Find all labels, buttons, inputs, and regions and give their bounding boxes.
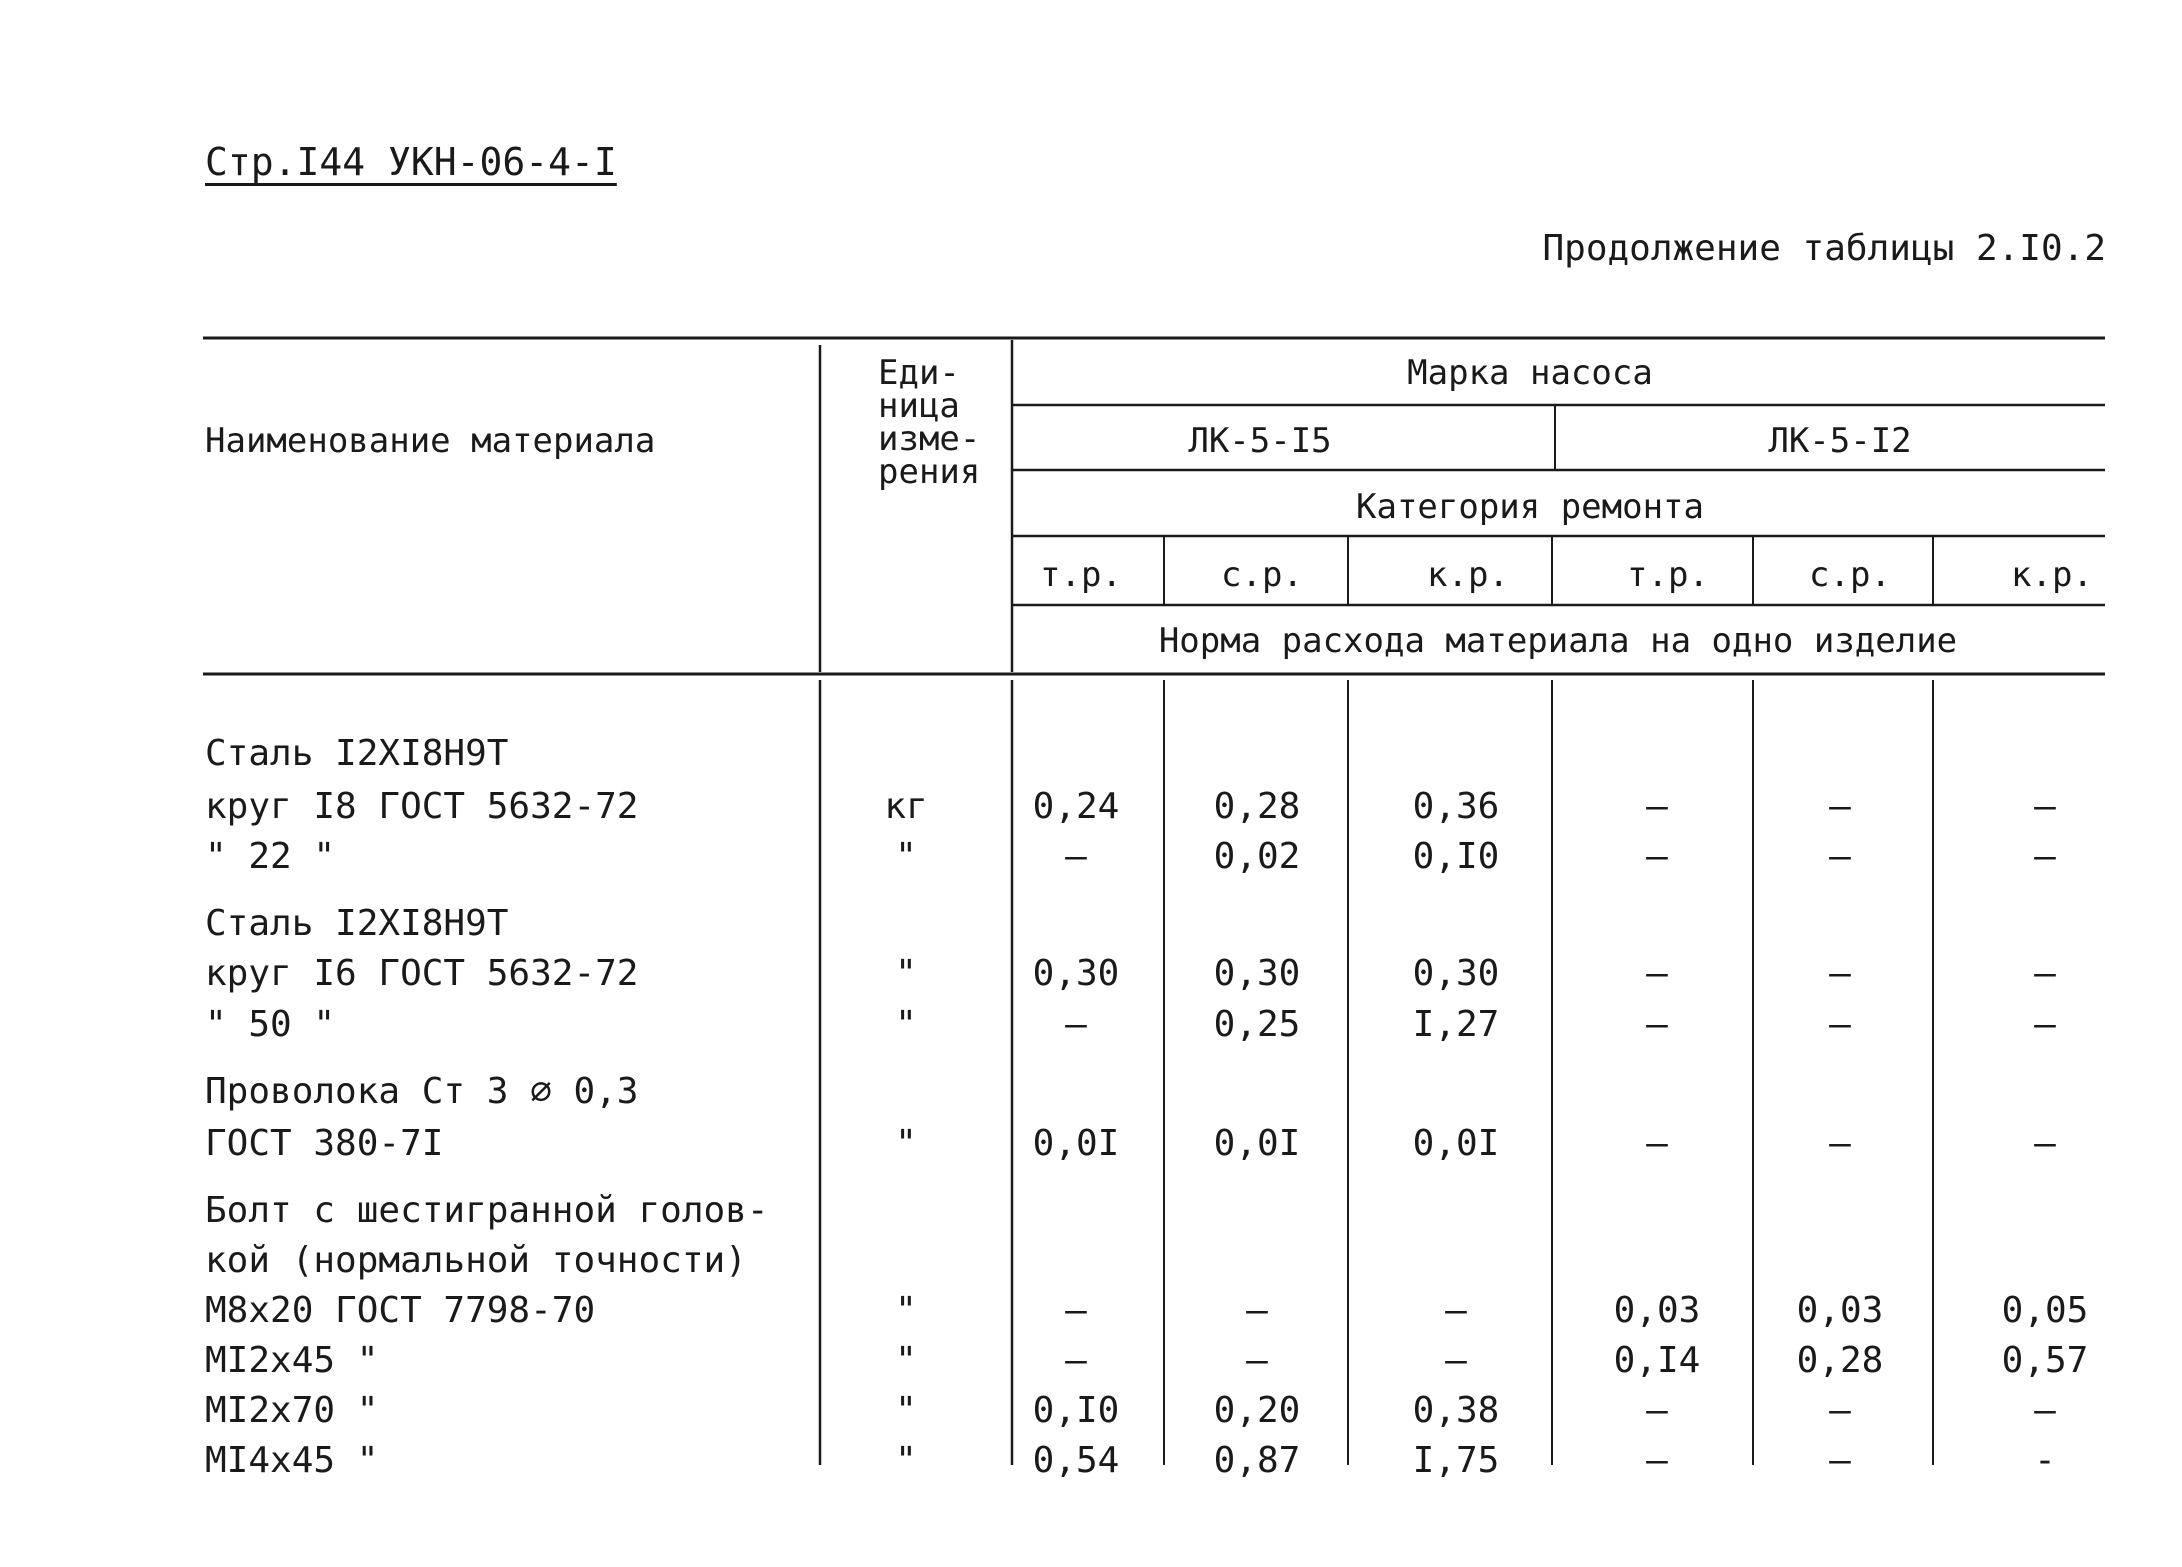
norm-value-cell: 0,0I <box>1412 1123 1500 1164</box>
norm-value-cell: – <box>1829 1440 1851 1481</box>
norm-value-cell: – <box>2034 1123 2056 1164</box>
norm-value-cell: 0,25 <box>1213 1004 1301 1045</box>
table-body <box>205 733 2088 1481</box>
header-category-6: к.р. <box>2011 555 2093 595</box>
norm-value-cell: – <box>1646 836 1668 877</box>
norm-value-cell: – <box>1646 953 1668 994</box>
norm-value-cell: – <box>1246 1290 1268 1331</box>
norm-value-cell: – <box>1445 1290 1467 1331</box>
norm-value-cell: – <box>1646 1123 1668 1164</box>
norm-value-cell: 0,28 <box>1796 1340 1884 1381</box>
material-name-cell: круг I8 ГОСТ 5632-72 <box>205 786 639 827</box>
material-name-cell: Болт с шестигранной голов- <box>205 1190 769 1231</box>
norm-value-cell: – <box>1829 786 1851 827</box>
material-name-cell: MI2x45 " <box>205 1340 379 1381</box>
norm-value-cell: – <box>2034 1390 2056 1431</box>
norm-value-cell: I,27 <box>1412 1004 1500 1045</box>
material-name-cell: кой (нормальной точности) <box>205 1240 747 1281</box>
norm-value-cell: 0,0I <box>1213 1123 1301 1164</box>
norm-value-cell: 0,28 <box>1213 786 1301 827</box>
norm-value-cell: – <box>1829 836 1851 877</box>
norm-value-cell: 0,03 <box>1613 1290 1701 1331</box>
header-unit-line-2: ница <box>878 386 960 426</box>
norm-value-cell: – <box>1646 1440 1668 1481</box>
material-name-cell: MI2x70 " <box>205 1390 379 1431</box>
material-name-cell: круг I6 ГОСТ 5632-72 <box>205 953 639 994</box>
header-category-1: т.р. <box>1040 555 1122 595</box>
unit-cell: " <box>895 1440 917 1481</box>
table-continuation-label: Продолжение таблицы 2.I0.2 <box>1542 228 2106 269</box>
header-unit-line-1: Еди- <box>878 353 960 393</box>
material-name-cell: " 22 " <box>205 836 336 877</box>
norm-value-cell: 0,0I <box>1032 1123 1120 1164</box>
norm-value-cell: 0,I0 <box>1412 836 1500 877</box>
norm-value-cell: 0,02 <box>1213 836 1301 877</box>
norm-value-cell: – <box>1065 1004 1087 1045</box>
table-header <box>205 353 2093 661</box>
norm-value-cell: 0,20 <box>1213 1390 1301 1431</box>
norm-value-cell: 0,54 <box>1032 1440 1120 1481</box>
header-repair-category: Категория ремонта <box>1356 487 1704 527</box>
header-category-2: с.р. <box>1221 555 1303 595</box>
header-pump-lk-5-12: ЛК-5-I2 <box>1768 421 1912 461</box>
norm-value-cell: 0,05 <box>2001 1290 2089 1331</box>
unit-cell: " <box>895 1004 917 1045</box>
unit-cell: " <box>895 1123 917 1164</box>
material-name-cell: ГОСТ 380-7I <box>205 1123 444 1164</box>
header-category-5: с.р. <box>1809 555 1891 595</box>
header-pump-lk-5-15: ЛК-5-I5 <box>1188 421 1332 461</box>
norm-value-cell: – <box>1829 1004 1851 1045</box>
norm-value-cell: 0,57 <box>2001 1340 2089 1381</box>
norm-value-cell: - <box>2034 1440 2056 1481</box>
norm-value-cell: – <box>2034 1004 2056 1045</box>
unit-cell: " <box>895 953 917 994</box>
unit-cell: " <box>895 836 917 877</box>
unit-cell: кг <box>884 786 928 827</box>
material-name-cell: M8x20 ГОСТ 7798-70 <box>205 1290 596 1331</box>
header-category-3: к.р. <box>1427 555 1509 595</box>
header-consumption-norm: Норма расхода материала на одно изделие <box>1158 621 1958 661</box>
norm-value-cell: – <box>1065 1340 1087 1381</box>
norm-value-cell: – <box>2034 786 2056 827</box>
norm-value-cell: 0,38 <box>1412 1390 1500 1431</box>
norm-value-cell: 0,30 <box>1032 953 1120 994</box>
header-pump-brand: Марка насоса <box>1407 353 1653 393</box>
norm-value-cell: 0,24 <box>1032 786 1120 827</box>
norm-value-cell: – <box>1065 1290 1087 1331</box>
unit-cell: " <box>895 1340 917 1381</box>
norm-value-cell: – <box>1246 1340 1268 1381</box>
norm-value-cell: 0,30 <box>1213 953 1301 994</box>
norm-value-cell: – <box>1829 953 1851 994</box>
norm-value-cell: 0,30 <box>1412 953 1500 994</box>
norm-value-cell: – <box>2034 953 2056 994</box>
material-name-cell: Сталь I2XI8H9T <box>205 903 509 944</box>
material-name-cell: Сталь I2XI8H9T <box>205 733 509 774</box>
norm-value-cell: – <box>1646 786 1668 827</box>
material-name-cell: " 50 " <box>205 1004 336 1045</box>
unit-cell: " <box>895 1290 917 1331</box>
norm-value-cell: – <box>1646 1390 1668 1431</box>
material-name-cell: Проволока Ст 3 ∅ 0,3 <box>205 1071 639 1112</box>
norm-value-cell: 0,36 <box>1412 786 1500 827</box>
header-unit-line-4: рения <box>878 452 981 492</box>
material-name-cell: MI4x45 " <box>205 1440 379 1481</box>
norm-value-cell: 0,03 <box>1796 1290 1884 1331</box>
norm-value-cell: – <box>2034 836 2056 877</box>
norm-value-cell: – <box>1646 1004 1668 1045</box>
norm-value-cell: – <box>1065 836 1087 877</box>
norm-value-cell: 0,I0 <box>1032 1390 1120 1431</box>
norm-value-cell: I,75 <box>1412 1440 1500 1481</box>
page-header: Стр.I44 УКН-06-4-I <box>205 140 617 184</box>
norm-value-cell: 0,I4 <box>1613 1340 1701 1381</box>
norm-value-cell: 0,87 <box>1213 1440 1301 1481</box>
header-material-name: Наименование материала <box>205 421 656 461</box>
norm-value-cell: – <box>1829 1390 1851 1431</box>
header-unit-line-3: изме- <box>878 419 981 459</box>
norm-value-cell: – <box>1445 1340 1467 1381</box>
norm-value-cell: – <box>1829 1123 1851 1164</box>
header-category-4: т.р. <box>1627 555 1709 595</box>
unit-cell: " <box>895 1390 917 1431</box>
